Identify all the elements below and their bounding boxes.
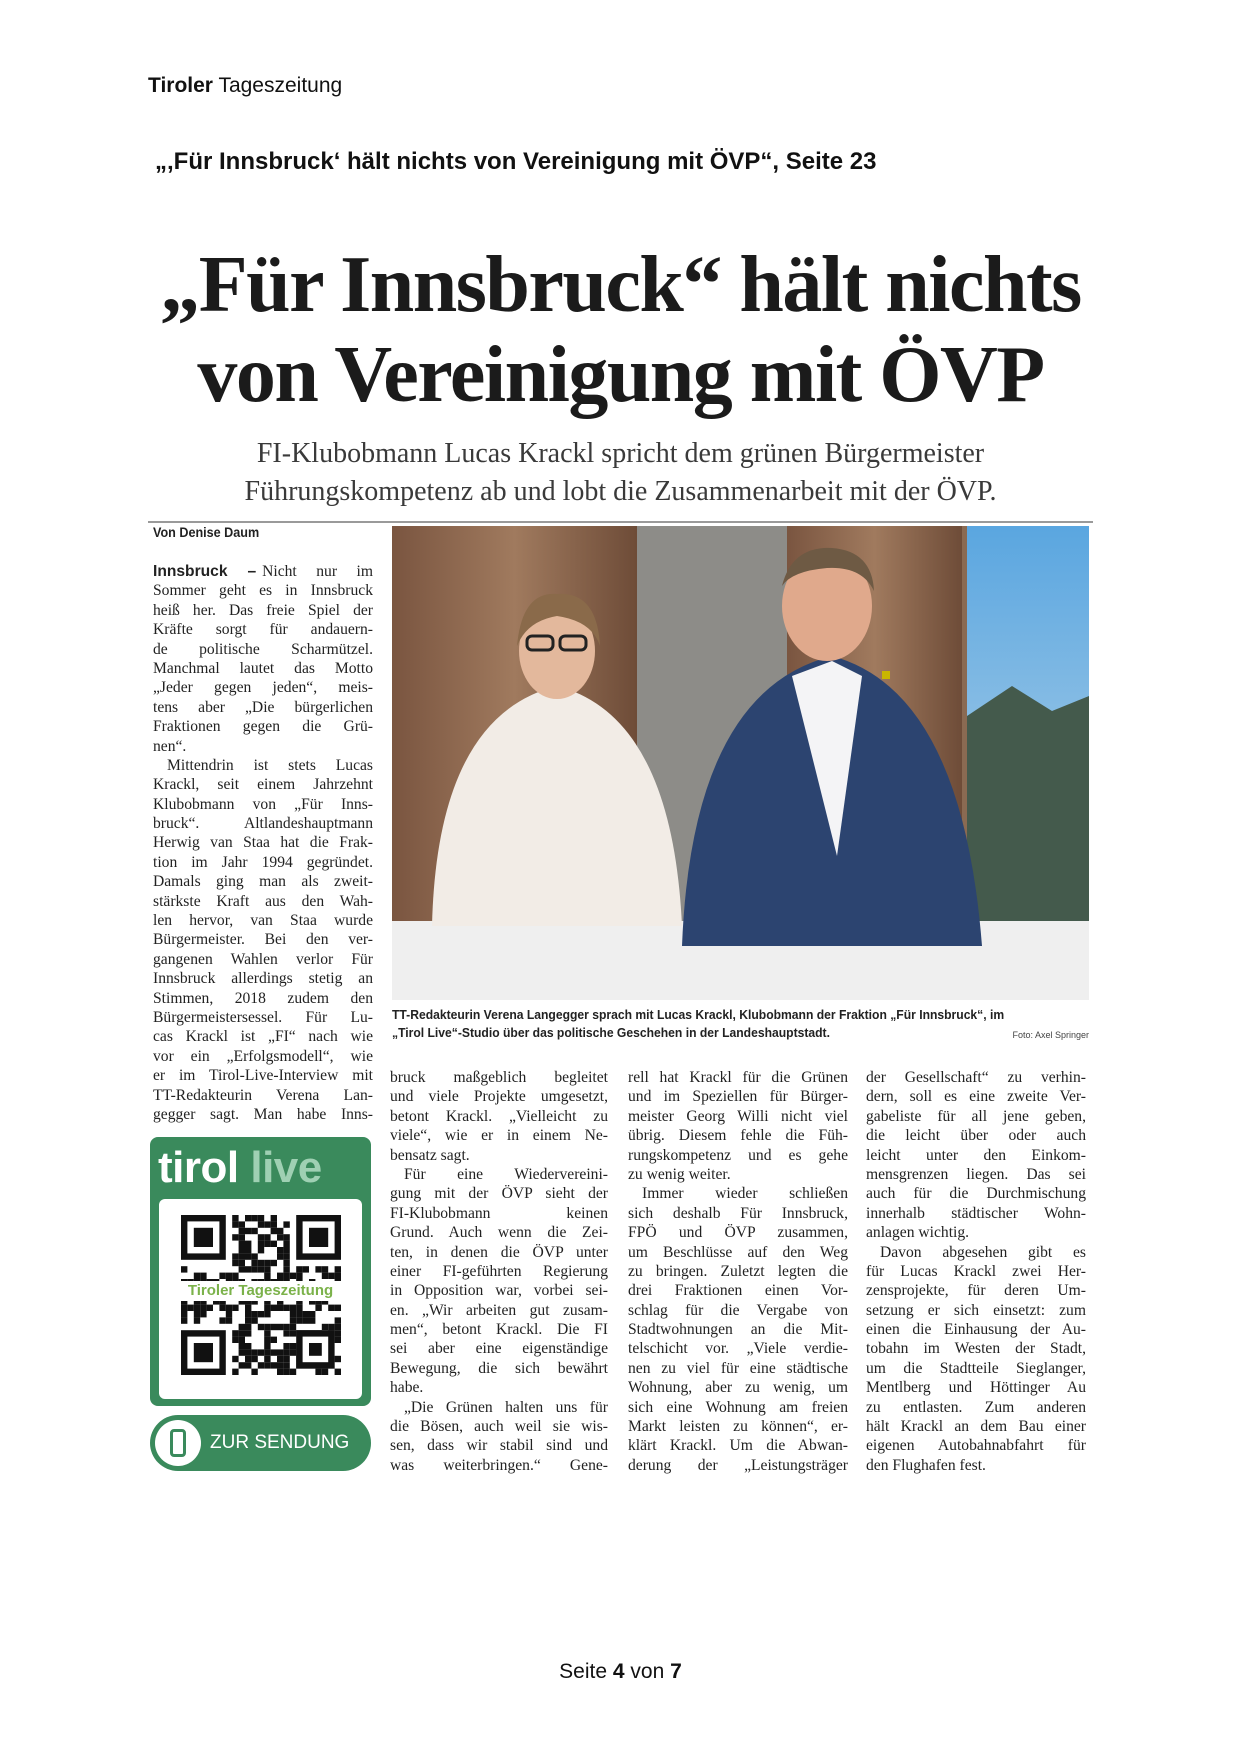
text-line-content: len hervor, van Staa wurde (153, 912, 373, 930)
qr-logo-text: Tiroler Tageszeitung (159, 1281, 362, 1301)
deck-line-1: FI-Klubobmann Lucas Krackl spricht dem grünen Bürgermeister (256, 438, 985, 469)
text-line (866, 1436, 1086, 1455)
text-line-content: Mittendrin ist stets Lucas (167, 756, 373, 774)
text-line-content: Wohnung, aber zu wenig, um (628, 1379, 848, 1397)
text-line (866, 1359, 1086, 1378)
text-line-content: habe. (390, 1379, 424, 1397)
studio-photo-illustration (392, 526, 1089, 1000)
text-line-content: Markt leisten zu können“, er- (628, 1418, 848, 1436)
text-line-content: betont Krackl. „Vielleicht zu (390, 1107, 608, 1125)
text-line-content: „Jeder gegen jeden“, meis- (153, 679, 373, 697)
text-line-content: innerhalb städtischer Wohn- (866, 1204, 1086, 1222)
page-number (0, 1660, 1241, 1684)
headline-line-1: „Für Innsbruck“ hält nichts (160, 241, 1081, 329)
text-line-content: rell hat Krackl für die Grünen (628, 1069, 848, 1086)
text-line-content: viele“, wie er in einem Ne- (390, 1127, 608, 1145)
text-line (866, 1107, 1086, 1126)
promo-title-tirol: tirol (158, 1143, 239, 1192)
text-line (866, 1126, 1086, 1145)
text-line-content: bruck“. Altlandeshauptmann (153, 815, 373, 833)
text-line (390, 1417, 608, 1436)
text-line-content: FI-Klubobmann keinen (390, 1204, 608, 1222)
text-line-content: die Bösen, auch weil sie wis- (390, 1418, 608, 1436)
text-line (153, 892, 373, 911)
page-prefix: Seite (559, 1660, 608, 1683)
text-line (628, 1184, 848, 1203)
text-line-content: Für eine Wiedervereini- (404, 1165, 608, 1183)
text-line (628, 1165, 848, 1184)
text-line (153, 775, 373, 794)
text-line (628, 1417, 848, 1436)
text-line-content: Herwig van Staa hat die Frak- (153, 834, 373, 852)
text-line-content: setzung er sich einsetzt: zum (866, 1301, 1086, 1319)
text-line (153, 1047, 373, 1066)
text-line-content: auch für die Durchmischung (866, 1185, 1086, 1203)
text-line-content: in Opposition war, vorbei sei- (390, 1282, 608, 1300)
text-line (866, 1456, 1086, 1475)
text-line-content: FPÖ und ÖVP zusammen, (628, 1224, 848, 1242)
text-line (153, 1086, 373, 1105)
brand-regular: Tageszeitung (218, 74, 343, 97)
smartphone-icon (170, 1429, 186, 1457)
text-line (153, 911, 373, 930)
text-line-content: schlag für die Vergabe von (628, 1301, 848, 1319)
text-line (153, 930, 373, 949)
dateline: Innsbruck – (153, 563, 257, 580)
text-line (153, 989, 373, 1008)
text-line (866, 1262, 1086, 1281)
text-line-content: leicht unter den Einkom- (866, 1146, 1086, 1164)
current-page: 4 (612, 1660, 625, 1683)
text-line-content: Stadtwohnungen an die Mit- (628, 1321, 848, 1339)
text-line-content: zu wenig weiter. (628, 1165, 731, 1183)
text-line (866, 1339, 1086, 1358)
text-line-content: einen die Einhausung der Au- (866, 1321, 1086, 1339)
text-line (390, 1204, 608, 1223)
text-line-content: nen“. (153, 737, 187, 755)
text-line (628, 1223, 848, 1242)
text-line-content: cas Krackl ist „FI“ nach wie (153, 1028, 373, 1046)
text-line (866, 1223, 1086, 1242)
text-line-content: Stimmen, 2018 zudem den (153, 989, 373, 1007)
text-line-content: telschicht vor. „Viele verdie- (628, 1340, 848, 1358)
text-line-content: um Beschlüsse auf den Weg (628, 1243, 848, 1261)
publication-name (148, 74, 342, 98)
text-line-content: gabeliste für all jene geben, (866, 1107, 1086, 1125)
text-line (866, 1417, 1086, 1436)
text-line (866, 1281, 1086, 1300)
text-line-content: vor ein „Erfolgsmodell“, wie (153, 1047, 373, 1065)
text-line-content: die leicht über oder auch (866, 1127, 1086, 1145)
text-line-content: bruck maßgeblich begleitet (390, 1069, 608, 1086)
text-line (390, 1359, 608, 1378)
text-line-content: tens aber „Die bürgerlichen (153, 698, 373, 716)
text-line-content: was weiterbringen.“ Gene- (390, 1456, 608, 1474)
text-line (628, 1378, 848, 1397)
text-line (153, 640, 373, 659)
text-line (153, 581, 373, 600)
text-line (153, 678, 373, 697)
text-line-content: drei Fraktionen einen Vor- (628, 1282, 848, 1300)
text-line-content: gung mit der ÖVP sieht der (390, 1185, 608, 1203)
text-line (390, 1243, 608, 1262)
text-line (866, 1068, 1086, 1087)
text-line-content: men“, betont Krackl. Die FI (390, 1321, 608, 1339)
text-line-content: tion im Jahr 1994 gegründet. (153, 853, 373, 871)
text-line (866, 1146, 1086, 1165)
text-line-content: Kräfte sorgt für andauern- (153, 621, 373, 639)
text-line-content: um die Stadtteile Sieglanger, (866, 1359, 1086, 1377)
text-line (390, 1301, 608, 1320)
promo-title (158, 1139, 368, 1197)
text-line-content: zu entlasten. Zum anderen (866, 1398, 1086, 1416)
text-line (390, 1320, 608, 1339)
text-line-content: eigenen Autobahnabfahrt für (866, 1437, 1086, 1455)
text-line-content: Fraktionen gegen die Grü- (153, 718, 373, 736)
text-line (866, 1301, 1086, 1320)
brand-bold: Tiroler (148, 74, 213, 97)
text-line-content: Davon abgesehen gibt es (880, 1243, 1086, 1261)
text-line-content: Bewegung, die sich bewährt (390, 1359, 608, 1377)
text-line (390, 1068, 608, 1087)
text-line (628, 1436, 848, 1455)
text-line (390, 1107, 608, 1126)
text-line (153, 698, 373, 717)
text-line (390, 1339, 608, 1358)
text-line (153, 853, 373, 872)
text-line (628, 1281, 848, 1300)
text-line-content: gangenen Wahlen verlor Für (153, 950, 373, 968)
byline: Von Denise Daum (153, 524, 260, 540)
text-line-content: und im Speziellen für Bürger- (628, 1088, 848, 1106)
text-line (628, 1087, 848, 1106)
page-of: von (630, 1660, 665, 1683)
text-line (390, 1087, 608, 1106)
text-line-content: TT-Redakteurin Verena Lan- (153, 1086, 373, 1104)
text-line (390, 1262, 608, 1281)
text-line (153, 1008, 373, 1027)
text-line-content: einer FI-geführten Regierung (390, 1262, 608, 1280)
text-line-content: stärkste Kraft aus den Wah- (153, 892, 373, 910)
text-line (153, 795, 373, 814)
text-line (153, 814, 373, 833)
smartphone-icon-circle (155, 1420, 201, 1466)
text-line (390, 1436, 608, 1455)
text-line (628, 1320, 848, 1339)
text-line-content: Innsbruck allerdings stetig an (153, 970, 373, 988)
text-line (628, 1146, 848, 1165)
text-line-content: anlagen wichtig. (866, 1224, 970, 1242)
text-line-content: bensatz sagt. (390, 1146, 470, 1164)
text-line (628, 1107, 848, 1126)
text-line (390, 1223, 608, 1242)
text-line (153, 969, 373, 988)
text-line (866, 1398, 1086, 1417)
divider (148, 521, 1093, 523)
text-line (628, 1243, 848, 1262)
text-line (628, 1301, 848, 1320)
tirol-live-promo[interactable] (150, 1137, 371, 1406)
qr-code[interactable] (159, 1199, 362, 1399)
text-line (153, 601, 373, 620)
button-label: ZUR SENDUNG (210, 1432, 350, 1453)
text-line (866, 1184, 1086, 1203)
text-line (153, 1105, 373, 1124)
text-line (153, 1066, 373, 1085)
text-line-content: er im Tirol-Live-Interview mit (153, 1067, 373, 1085)
text-line (153, 562, 373, 581)
text-line (628, 1359, 848, 1378)
text-line-content: zensprojekte, für deren Um- (866, 1282, 1086, 1300)
article-column-4 (866, 1068, 1086, 1475)
text-line-content: Klubobmann von „Für Inns- (153, 795, 373, 813)
text-line-content: Bürgermeistersessel. Für Lu- (153, 1008, 373, 1026)
text-line-content: für Lucas Krackl zwei Her- (866, 1262, 1086, 1280)
text-line (866, 1378, 1086, 1397)
text-line-content: hält Krackl an dem Bau einer (866, 1418, 1086, 1436)
text-line (153, 620, 373, 639)
text-line-content: Manchmal lautet das Motto (153, 659, 373, 677)
text-line-content: und viele Projekte umgesetzt, (390, 1088, 608, 1106)
photo-credit: Foto: Axel Springer (1012, 1030, 1089, 1040)
text-line (390, 1456, 608, 1475)
text-line-content: klärt Krackl. Um die Abwan- (628, 1437, 848, 1455)
text-line (153, 737, 373, 756)
text-line (866, 1165, 1086, 1184)
text-line-content: de politische Scharmützel. (153, 640, 373, 658)
text-line-content: sich deshalb Für Innsbruck, (628, 1204, 848, 1222)
text-line (628, 1262, 848, 1281)
text-line (390, 1126, 608, 1145)
text-line (390, 1165, 608, 1184)
text-line (628, 1456, 848, 1475)
text-line (153, 756, 373, 775)
text-line-content: Damals ging man als zweit- (153, 873, 373, 891)
text-line-content: Bürgermeister. Bei den ver- (153, 931, 373, 949)
text-line-content: dern, soll es eine zweite Ver- (866, 1088, 1086, 1106)
text-line-content: der Gesellschaft“ zu verhin- (866, 1069, 1086, 1086)
text-line-content: gegger sagt. Man habe Inns- (153, 1105, 373, 1123)
text-line-content: tobahn im Westen der Stadt, (866, 1340, 1086, 1358)
text-line-content: Krackl, seit einem Jahrzehnt (153, 776, 373, 794)
text-line (390, 1146, 608, 1165)
article-reference: „‚Für Innsbruck‘ hält nichts von Vereinigung mit ÖVP“, Seite 23 (155, 148, 877, 175)
text-line-content: heiß her. Das freie Spiel der (153, 601, 373, 619)
text-line (866, 1243, 1086, 1262)
text-line-content: derung der „Leistungsträger (628, 1456, 848, 1474)
text-line (628, 1204, 848, 1223)
text-line-content: den Flughafen fest. (866, 1456, 986, 1474)
photo-caption: TT-Redakteurin Verena Langegger sprach mit Lucas Krackl, Klubobmann der Fraktion „Für Innsbruck“, im „Tirol Live“-Studio über das politische Geschehen in der Landeshauptstadt. (392, 1007, 1005, 1040)
text-line (628, 1068, 848, 1087)
text-line (153, 950, 373, 969)
text-line (628, 1126, 848, 1145)
text-line (153, 1027, 373, 1046)
text-line (390, 1378, 608, 1397)
headline-line-2: von Vereinigung mit ÖVP (197, 331, 1044, 419)
text-line-content: Mentlberg und Höttinger Au (866, 1379, 1086, 1397)
text-line-content: Sommer geht es in Innsbruck (153, 582, 373, 600)
text-line (628, 1398, 848, 1417)
text-line-content: zu bringen. Zuletzt legten die (628, 1262, 848, 1280)
text-line-content: Nicht nur im (262, 563, 373, 580)
text-line-content: nen zu viel für eine städtische (628, 1359, 848, 1377)
text-line (153, 659, 373, 678)
text-line-content: en. „Wir arbeiten gut zusam- (390, 1301, 608, 1319)
text-line (153, 833, 373, 852)
article-photo (392, 526, 1089, 1000)
text-line-content: Grund. Auch wenn die Zei- (390, 1224, 608, 1242)
promo-title-live: live (250, 1143, 322, 1192)
text-line-content: sei aber eine eigenständige (390, 1340, 608, 1358)
text-line-content: mensgrenzen liegen. Das sei (866, 1165, 1086, 1183)
text-line (153, 872, 373, 891)
text-line (866, 1204, 1086, 1223)
zur-sendung-button[interactable] (150, 1415, 371, 1471)
total-pages: 7 (670, 1660, 682, 1683)
text-line (866, 1320, 1086, 1339)
text-line (390, 1184, 608, 1203)
article-column-2 (390, 1068, 608, 1475)
deck-line-2: Führungskompetenz ab und lobt die Zusammenarbeit mit der ÖVP. (244, 476, 997, 507)
text-line-content: Immer wieder schließen (642, 1185, 848, 1203)
text-line-content: „Die Grünen halten uns für (404, 1398, 608, 1416)
text-line-content: meister Georg Willi nicht viel (628, 1107, 848, 1125)
text-line (866, 1087, 1086, 1106)
article-column-3 (628, 1068, 848, 1475)
text-line-content: übrig. Diesem fehle die Füh- (628, 1127, 848, 1145)
text-line (153, 717, 373, 736)
text-line-content: ten, in denen die ÖVP unter (390, 1243, 608, 1261)
text-line (390, 1281, 608, 1300)
article-column-1 (153, 562, 373, 1124)
text-line-content: rungskompetenz und es gehe (628, 1146, 848, 1164)
text-line-content: sich eine Wohnung am freien (628, 1398, 848, 1416)
text-line (628, 1339, 848, 1358)
text-line (390, 1398, 608, 1417)
text-line-content: sen, dass wir stabil sind und (390, 1437, 608, 1455)
